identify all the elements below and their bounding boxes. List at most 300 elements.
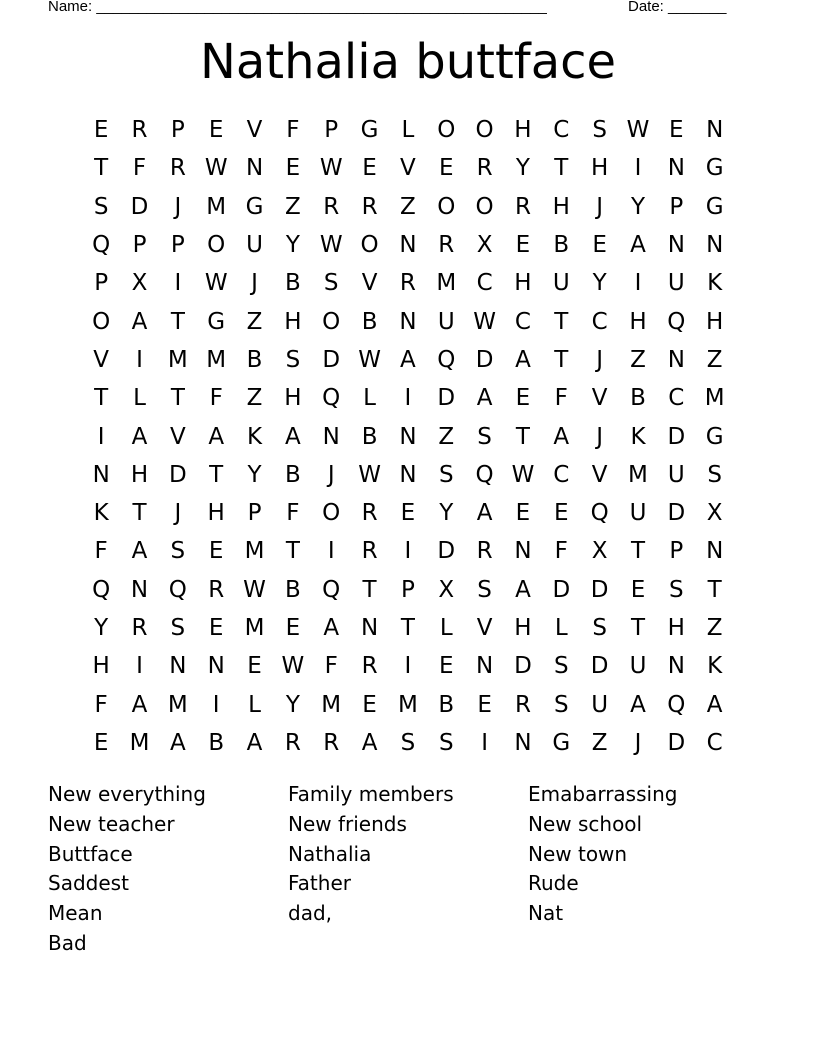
grid-letter: J bbox=[596, 193, 604, 220]
grid-letter: A bbox=[476, 385, 493, 412]
grid-letter: T bbox=[170, 308, 185, 335]
grid-letter: U bbox=[437, 308, 455, 335]
grid-letter: R bbox=[476, 155, 493, 182]
grid-letter: Z bbox=[246, 308, 263, 335]
grid-letter: Z bbox=[706, 615, 723, 641]
grid-letter: N bbox=[399, 308, 417, 335]
grid-letter: N bbox=[399, 423, 417, 450]
grid-letter: P bbox=[669, 193, 684, 220]
grid-letter: R bbox=[438, 232, 455, 259]
grid-row bbox=[82, 609, 734, 647]
grid-letter: M bbox=[704, 385, 725, 412]
grid-letter: D bbox=[514, 653, 532, 680]
grid-letter: O bbox=[322, 308, 341, 335]
grid-letter: X bbox=[438, 576, 455, 603]
grid-letter: Y bbox=[439, 500, 454, 527]
grid-letter: R bbox=[361, 653, 378, 680]
grid-letter: J bbox=[174, 193, 182, 220]
grid-letter: S bbox=[285, 346, 301, 373]
grid-letter: S bbox=[669, 576, 684, 603]
grid-letter: N bbox=[92, 461, 110, 488]
grid-letter: M bbox=[628, 461, 648, 488]
grid-letter: T bbox=[554, 308, 569, 335]
grid-letter: T bbox=[362, 576, 377, 603]
grid-letter: U bbox=[629, 500, 647, 527]
grid-letter: B bbox=[630, 385, 646, 412]
grid-letter: E bbox=[515, 385, 531, 412]
grid-letter: N bbox=[667, 155, 685, 182]
grid-letter: T bbox=[630, 615, 646, 641]
grid-letter: A bbox=[131, 423, 148, 450]
grid-letter: Q bbox=[322, 385, 341, 412]
grid-letter: A bbox=[131, 308, 148, 335]
grid-letter: G bbox=[552, 729, 571, 756]
grid-letter: J bbox=[596, 423, 604, 450]
grid-letter: K bbox=[247, 423, 263, 450]
grid-letter: E bbox=[247, 653, 262, 680]
grid-letter: J bbox=[327, 461, 335, 488]
grid-letter: S bbox=[592, 117, 607, 144]
grid-letter: R bbox=[323, 193, 340, 220]
grid-letter: A bbox=[131, 691, 148, 718]
grid-letter: Y bbox=[285, 691, 300, 718]
grid-letter: J bbox=[634, 729, 642, 756]
grid-letter: M bbox=[167, 346, 188, 373]
grid-letter: N bbox=[245, 155, 264, 182]
grid-letter: H bbox=[590, 155, 609, 182]
grid-letter: B bbox=[246, 346, 263, 373]
grid-letter: Z bbox=[400, 193, 416, 220]
grid-letter: Q bbox=[92, 576, 111, 603]
grid-letter: N bbox=[399, 461, 417, 488]
grid-letter: S bbox=[438, 461, 454, 488]
grid-letter: O bbox=[475, 117, 494, 144]
grid-letter: G bbox=[360, 117, 379, 144]
grid-letter: R bbox=[323, 729, 340, 756]
grid-letter: G bbox=[705, 423, 724, 450]
word-list-item: Nat bbox=[528, 901, 564, 926]
word-list-item: Bad bbox=[48, 930, 87, 955]
grid-letter: W bbox=[243, 576, 266, 603]
grid-letter: H bbox=[92, 653, 110, 680]
grid-letter: D bbox=[590, 576, 609, 603]
grid-letter: H bbox=[706, 308, 724, 335]
grid-row bbox=[82, 226, 734, 264]
grid-letter: I bbox=[634, 270, 642, 297]
grid-letter: W bbox=[626, 117, 650, 144]
grid-letter: F bbox=[554, 538, 568, 565]
grid-letter: N bbox=[706, 117, 724, 144]
grid-letter: U bbox=[246, 232, 263, 259]
grid-letter: A bbox=[630, 691, 646, 718]
grid-letter: N bbox=[476, 653, 494, 680]
word-list-item: Nathalia bbox=[288, 841, 372, 866]
grid-letter: N bbox=[399, 232, 417, 259]
grid-letter: H bbox=[207, 500, 225, 527]
grid-letter: T bbox=[515, 423, 530, 450]
grid-letter: D bbox=[667, 729, 686, 756]
grid-letter: C bbox=[476, 270, 493, 297]
grid-letter: T bbox=[285, 538, 300, 565]
grid-letter: X bbox=[591, 538, 608, 565]
word-list-item: Rude bbox=[528, 871, 579, 896]
grid-letter: F bbox=[286, 500, 300, 527]
grid-letter: A bbox=[285, 423, 301, 450]
grid-letter: N bbox=[706, 538, 724, 565]
grid-letter: Y bbox=[94, 615, 109, 641]
grid-letter: K bbox=[93, 500, 109, 527]
grid-letter: H bbox=[667, 615, 685, 641]
grid-letter: E bbox=[93, 729, 109, 756]
grid-letter: F bbox=[554, 385, 568, 412]
grid-letter: I bbox=[481, 729, 488, 756]
grid-letter: C bbox=[514, 308, 531, 335]
grid-letter: O bbox=[322, 500, 341, 527]
grid-letter: M bbox=[436, 270, 457, 297]
date-field-label: Date: _______ bbox=[628, 0, 727, 15]
grid-letter: P bbox=[324, 117, 339, 144]
grid-letter: I bbox=[136, 346, 143, 373]
grid-letter: O bbox=[207, 232, 226, 259]
grid-letter: V bbox=[591, 461, 608, 488]
grid-letter: Q bbox=[168, 576, 187, 603]
grid-letter: E bbox=[438, 653, 454, 680]
grid-letter: R bbox=[399, 270, 416, 297]
word-list-item: New town bbox=[528, 841, 628, 866]
grid-letter: R bbox=[208, 576, 225, 603]
grid-letter: Z bbox=[246, 385, 263, 412]
grid-letter: N bbox=[169, 653, 187, 680]
letter-grid bbox=[82, 111, 734, 762]
grid-letter: T bbox=[630, 538, 646, 565]
grid-letter: V bbox=[361, 270, 378, 297]
word-list-item: New everything bbox=[48, 782, 206, 806]
grid-letter: O bbox=[437, 193, 456, 220]
grid-letter: R bbox=[169, 155, 186, 182]
grid-letter: M bbox=[321, 691, 342, 718]
grid-row bbox=[82, 494, 734, 532]
grid-letter: I bbox=[136, 653, 143, 680]
grid-letter: P bbox=[170, 117, 185, 144]
grid-letter: H bbox=[514, 117, 532, 144]
grid-letter: P bbox=[94, 270, 109, 297]
grid-letter: N bbox=[322, 423, 340, 450]
grid-letter: W bbox=[319, 155, 343, 182]
grid-letter: D bbox=[437, 538, 456, 565]
grid-letter: M bbox=[206, 346, 227, 373]
grid-letter: F bbox=[94, 691, 108, 718]
grid-letter: G bbox=[245, 193, 264, 220]
grid-letter: S bbox=[170, 538, 186, 565]
grid-row bbox=[82, 647, 734, 685]
grid-letter: N bbox=[360, 615, 379, 641]
grid-letter: U bbox=[667, 270, 685, 297]
grid-letter: U bbox=[629, 653, 647, 680]
grid-letter: B bbox=[438, 691, 455, 718]
word-list-item: Emabarrassing bbox=[528, 782, 678, 806]
grid-letter: I bbox=[327, 538, 335, 565]
grid-letter: R bbox=[284, 729, 301, 756]
grid-letter: I bbox=[404, 653, 412, 680]
grid-row bbox=[82, 685, 734, 723]
grid-letter: Q bbox=[667, 308, 686, 335]
grid-letter: A bbox=[131, 538, 148, 565]
grid-letter: A bbox=[553, 423, 570, 450]
grid-letter: M bbox=[167, 691, 188, 718]
grid-letter: Y bbox=[247, 461, 262, 488]
grid-letter: T bbox=[170, 385, 185, 412]
grid-letter: P bbox=[132, 232, 147, 259]
word-list-item: Father bbox=[288, 871, 351, 896]
grid-letter: E bbox=[93, 117, 109, 144]
grid-letter: U bbox=[667, 461, 685, 488]
grid-letter: R bbox=[361, 500, 378, 527]
grid-letter: T bbox=[554, 346, 569, 373]
grid-letter: K bbox=[707, 270, 723, 297]
grid-letter: A bbox=[323, 615, 340, 641]
grid-letter: X bbox=[706, 500, 723, 527]
grid-letter: T bbox=[209, 461, 224, 488]
grid-letter: I bbox=[174, 270, 182, 297]
word-list-item: New teacher bbox=[48, 811, 175, 836]
grid-letter: S bbox=[477, 423, 492, 450]
grid-row bbox=[82, 379, 734, 417]
grid-letter: E bbox=[400, 500, 416, 527]
grid-letter: R bbox=[361, 538, 378, 565]
grid-letter: S bbox=[400, 729, 416, 756]
grid-letter: D bbox=[590, 653, 609, 680]
grid-letter: C bbox=[553, 461, 570, 488]
grid-letter: M bbox=[206, 193, 227, 220]
grid-letter: O bbox=[437, 117, 456, 144]
grid-letter: W bbox=[319, 232, 343, 259]
grid-letter: Z bbox=[630, 346, 646, 373]
word-list-item: dad, bbox=[288, 901, 333, 926]
grid-letter: L bbox=[439, 615, 453, 641]
grid-row bbox=[82, 456, 734, 494]
grid-letter: P bbox=[400, 576, 415, 603]
grid-letter: P bbox=[247, 500, 262, 527]
word-list-column bbox=[48, 780, 278, 959]
grid-letter: A bbox=[706, 691, 723, 718]
grid-letter: N bbox=[706, 232, 724, 259]
grid-letter: F bbox=[209, 385, 223, 412]
grid-letter: H bbox=[514, 270, 532, 297]
grid-letter: W bbox=[473, 308, 496, 335]
grid-letter: T bbox=[132, 500, 147, 527]
grid-letter: E bbox=[208, 538, 224, 565]
grid-letter: S bbox=[170, 615, 186, 641]
grid-letter: W bbox=[511, 461, 535, 488]
grid-letter: N bbox=[667, 232, 685, 259]
grid-letter: R bbox=[476, 538, 493, 565]
grid-row bbox=[82, 724, 734, 762]
grid-letter: N bbox=[130, 576, 149, 603]
grid-letter: L bbox=[363, 385, 376, 412]
grid-letter: M bbox=[244, 615, 265, 641]
grid-letter: N bbox=[667, 653, 685, 680]
grid-letter: D bbox=[130, 193, 149, 220]
grid-letter: A bbox=[246, 729, 263, 756]
grid-letter: J bbox=[596, 346, 604, 373]
grid-letter: L bbox=[554, 615, 568, 641]
grid-letter: B bbox=[361, 423, 378, 450]
grid-letter: M bbox=[397, 691, 418, 718]
grid-letter: V bbox=[591, 385, 608, 412]
grid-letter: B bbox=[285, 461, 301, 488]
grid-letter: D bbox=[475, 346, 494, 373]
grid-letter: C bbox=[668, 385, 685, 412]
grid-row bbox=[82, 532, 734, 570]
grid-letter: P bbox=[170, 232, 185, 259]
grid-letter: I bbox=[97, 423, 105, 450]
grid-letter: T bbox=[94, 385, 109, 412]
grid-letter: V bbox=[93, 346, 110, 373]
grid-letter: U bbox=[591, 691, 609, 718]
grid-letter: I bbox=[212, 691, 220, 718]
grid-letter: E bbox=[477, 691, 492, 718]
grid-letter: C bbox=[706, 729, 723, 756]
grid-letter: S bbox=[707, 461, 722, 488]
grid-letter: B bbox=[285, 270, 301, 297]
grid-letter: Y bbox=[630, 193, 646, 220]
grid-row bbox=[82, 188, 734, 226]
grid-letter: Z bbox=[706, 346, 723, 373]
grid-letter: R bbox=[514, 691, 531, 718]
grid-row bbox=[82, 111, 734, 149]
grid-letter: Q bbox=[667, 691, 686, 718]
grid-letter: E bbox=[362, 155, 377, 182]
grid-letter: B bbox=[361, 308, 378, 335]
grid-letter: E bbox=[362, 691, 377, 718]
grid-letter: A bbox=[361, 729, 378, 756]
grid-row bbox=[82, 264, 734, 302]
grid-letter: S bbox=[323, 270, 339, 297]
grid-letter: W bbox=[281, 653, 305, 680]
grid-letter: E bbox=[285, 615, 301, 641]
grid-letter: Y bbox=[515, 155, 530, 182]
grid-letter: S bbox=[553, 653, 569, 680]
name-field-label: Name: ______________________________________________________ bbox=[48, 0, 547, 15]
grid-letter: W bbox=[358, 346, 381, 373]
grid-letter: H bbox=[514, 615, 532, 641]
grid-letter: F bbox=[94, 538, 108, 565]
grid-letter: L bbox=[248, 691, 261, 718]
grid-letter: D bbox=[552, 576, 571, 603]
grid-letter: Y bbox=[592, 270, 607, 297]
grid-letter: G bbox=[705, 193, 724, 220]
grid-letter: R bbox=[361, 193, 378, 220]
grid-letter: F bbox=[286, 117, 300, 144]
grid-letter: E bbox=[515, 500, 531, 527]
word-list-column bbox=[528, 780, 758, 929]
grid-letter: E bbox=[515, 232, 531, 259]
grid-letter: H bbox=[284, 308, 302, 335]
grid-letter: N bbox=[514, 729, 532, 756]
grid-letter: Q bbox=[475, 461, 494, 488]
grid-letter: F bbox=[132, 155, 147, 182]
grid-letter: W bbox=[204, 155, 228, 182]
word-list-item: New school bbox=[528, 811, 643, 836]
grid-letter: C bbox=[553, 117, 570, 144]
grid-letter: V bbox=[400, 155, 416, 182]
grid-letter: D bbox=[667, 500, 686, 527]
grid-letter: I bbox=[404, 385, 412, 412]
grid-row bbox=[82, 302, 734, 340]
grid-row bbox=[82, 341, 734, 379]
grid-letter: R bbox=[131, 117, 148, 144]
grid-letter: H bbox=[552, 193, 570, 220]
grid-letter: A bbox=[208, 423, 225, 450]
grid-letter: E bbox=[285, 155, 301, 182]
grid-letter: C bbox=[591, 308, 608, 335]
grid-letter: E bbox=[592, 232, 607, 259]
grid-row bbox=[82, 417, 734, 455]
grid-letter: D bbox=[667, 423, 686, 450]
grid-letter: X bbox=[131, 270, 148, 297]
grid-letter: H bbox=[629, 308, 647, 335]
grid-letter: V bbox=[246, 117, 263, 144]
grid-letter: X bbox=[476, 232, 493, 259]
grid-letter: J bbox=[174, 500, 182, 527]
grid-letter: L bbox=[401, 117, 415, 144]
grid-letter: H bbox=[284, 385, 302, 412]
grid-letter: N bbox=[207, 653, 225, 680]
grid-letter: R bbox=[514, 193, 531, 220]
grid-letter: M bbox=[129, 729, 150, 756]
grid-letter: D bbox=[322, 346, 341, 373]
word-list-column bbox=[288, 780, 518, 929]
grid-letter: E bbox=[438, 155, 454, 182]
grid-letter: N bbox=[514, 538, 532, 565]
grid-letter: Y bbox=[285, 232, 300, 259]
grid-row bbox=[82, 571, 734, 609]
grid-letter: S bbox=[477, 576, 492, 603]
grid-letter: Z bbox=[591, 729, 608, 756]
grid-letter: S bbox=[553, 691, 569, 718]
grid-letter: J bbox=[251, 270, 258, 297]
grid-letter: V bbox=[169, 423, 186, 450]
grid-letter: K bbox=[630, 423, 646, 450]
grid-letter: Z bbox=[285, 193, 301, 220]
grid-letter: A bbox=[400, 346, 416, 373]
word-list-item: New friends bbox=[288, 811, 407, 836]
grid-letter: E bbox=[630, 576, 646, 603]
grid-letter: O bbox=[475, 193, 494, 220]
grid-letter: Q bbox=[322, 576, 341, 603]
grid-letter: B bbox=[208, 729, 225, 756]
grid-letter: B bbox=[553, 232, 570, 259]
page-title: Nathalia buttface bbox=[199, 34, 617, 90]
grid-letter: D bbox=[437, 385, 456, 412]
grid-row bbox=[82, 149, 734, 187]
grid-letter: T bbox=[554, 155, 569, 182]
grid-letter: A bbox=[476, 500, 493, 527]
word-list-item: Buttface bbox=[48, 841, 133, 866]
grid-letter: V bbox=[476, 615, 493, 641]
grid-letter: R bbox=[131, 615, 148, 641]
grid-letter: A bbox=[515, 576, 531, 603]
grid-letter: E bbox=[669, 117, 684, 144]
grid-letter: T bbox=[400, 615, 415, 641]
grid-letter: O bbox=[360, 232, 379, 259]
grid-letter: O bbox=[92, 308, 111, 335]
grid-letter: E bbox=[208, 117, 224, 144]
grid-letter: P bbox=[669, 538, 684, 565]
grid-letter: I bbox=[634, 155, 642, 182]
grid-letter: U bbox=[552, 270, 570, 297]
grid-letter: A bbox=[515, 346, 531, 373]
